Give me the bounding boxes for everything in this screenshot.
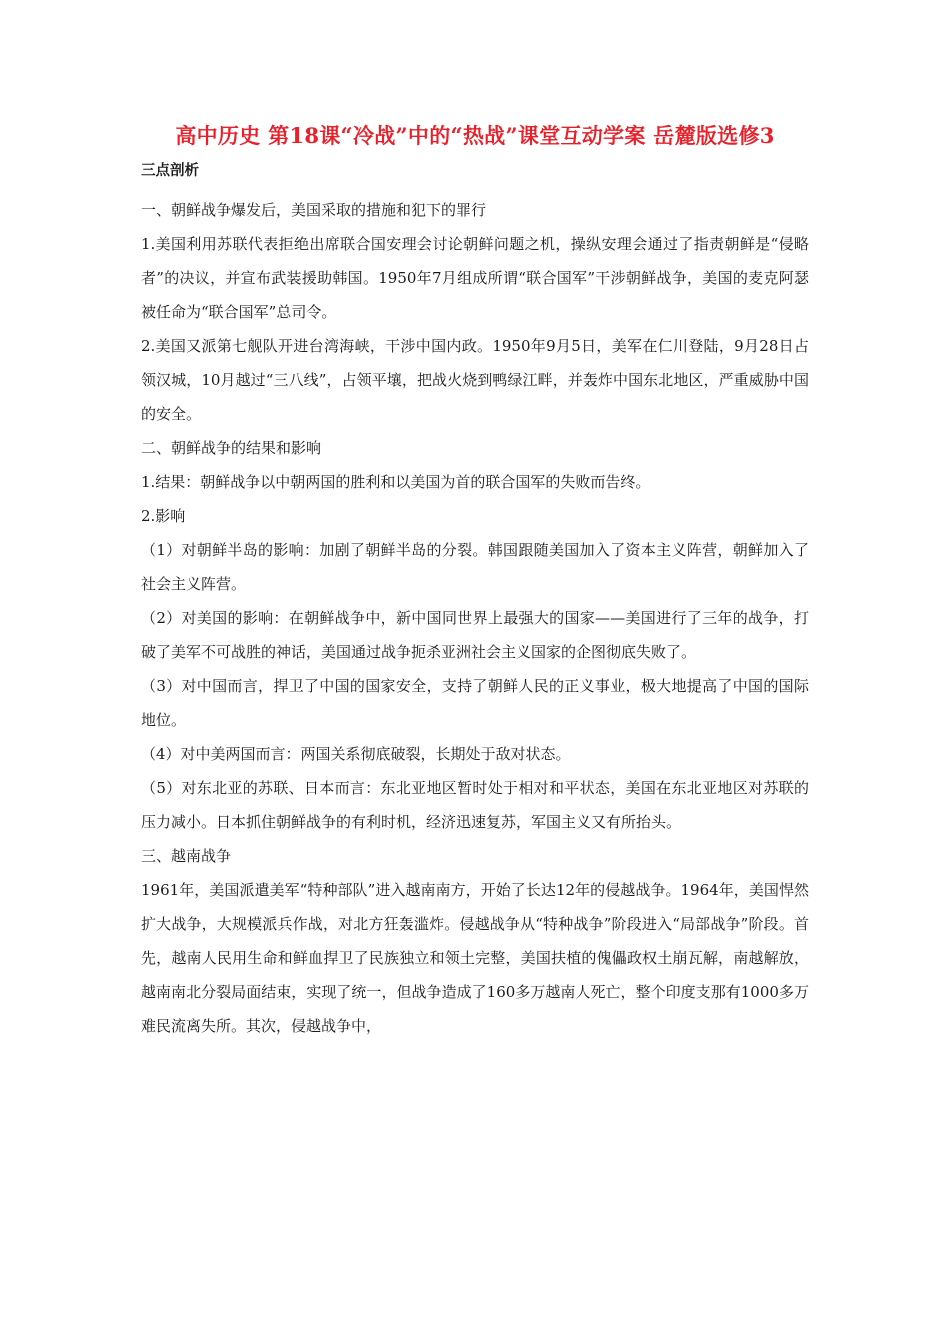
paragraph-vietnam-war: 1961年，美国派遣美军“特种部队”进入越南南方，开始了长达12年的侵越战争。1964年，美国悍然扩大战争，大规模派兵作战，对北方狂轰滥炸。侵越战争从“特种战争”阶段进入“局部战争”阶段。首先，越南人民用生命和鲜血捍卫了民族独立和领土完整，美国扶植的傀儡政权土崩瓦解，南越解放，越南南北分裂局面结束，实现了统一，但战争造成了160多万越南人死亡，整个印度支那有1000多万难民流离失所。其次，侵越战争中， <box>141 881 809 1035</box>
document-title: 高中历史 第18课“冷战”中的“热战”课堂互动学案 岳麓版选修3 <box>175 123 775 148</box>
heading-vietnam-war: 三、越南战争 <box>141 847 232 865</box>
heading-korean-war-measures: 一、朝鲜战争爆发后，美国采取的措施和犯下的罪行 <box>141 201 487 219</box>
section-label: 三点剖析 <box>141 162 199 179</box>
document-page <box>141 122 809 1043</box>
paragraph-impact-korea: （1）对朝鲜半岛的影响：加剧了朝鲜半岛的分裂。韩国跟随美国加入了资本主义阵营，朝鲜加入了社会主义阵营。 <box>141 541 809 593</box>
paragraph-result: 1.结果：朝鲜战争以中朝两国的胜利和以美国为首的联合国军的失败而告终。 <box>141 473 651 491</box>
paragraph-impact-china: （3）对中国而言，捍卫了中国的国家安全，支持了朝鲜人民的正义事业，极大地提高了中国的国际地位。 <box>141 677 809 729</box>
paragraph-impact-sino-us: （4）对中美两国而言：两国关系彻底破裂，长期处于敌对状态。 <box>141 745 571 763</box>
paragraph-impact-label: 2.影响 <box>141 507 186 525</box>
paragraph-impact-usa: （2）对美国的影响：在朝鲜战争中，新中国同世界上最强大的国家——美国进行了三年的战争，打破了美军不可战胜的神话，美国通过战争扼杀亚洲社会主义国家的企图彻底失败了。 <box>141 609 809 661</box>
paragraph-us-un-resolution: 1.美国利用苏联代表拒绝出席联合国安理会讨论朝鲜问题之机，操纵安理会通过了指责朝鲜是“侵略者”的决议，并宣布武装援助韩国。1950年7月组成所谓“联合国军”干涉朝鲜战争，美国的麦克阿瑟被任命为“联合国军”总司令。 <box>141 235 809 321</box>
paragraph-impact-northeast-asia: （5）对东北亚的苏联、日本而言：东北亚地区暂时处于相对和平状态，美国在东北亚地区对苏联的压力减小。日本抓住朝鲜战争的有利时机，经济迅速复苏，军国主义又有所抬头。 <box>141 779 809 831</box>
paragraph-seventh-fleet: 2.美国又派第七舰队开进台湾海峡，干涉中国内政。1950年9月5日，美军在仁川登陆，9月28日占领汉城，10月越过“三八线”，占领平壤，把战火烧到鸭绿江畔，并轰炸中国东北地区，严重威胁中国的安全。 <box>141 337 809 423</box>
heading-korean-war-results: 二、朝鲜战争的结果和影响 <box>141 439 322 457</box>
